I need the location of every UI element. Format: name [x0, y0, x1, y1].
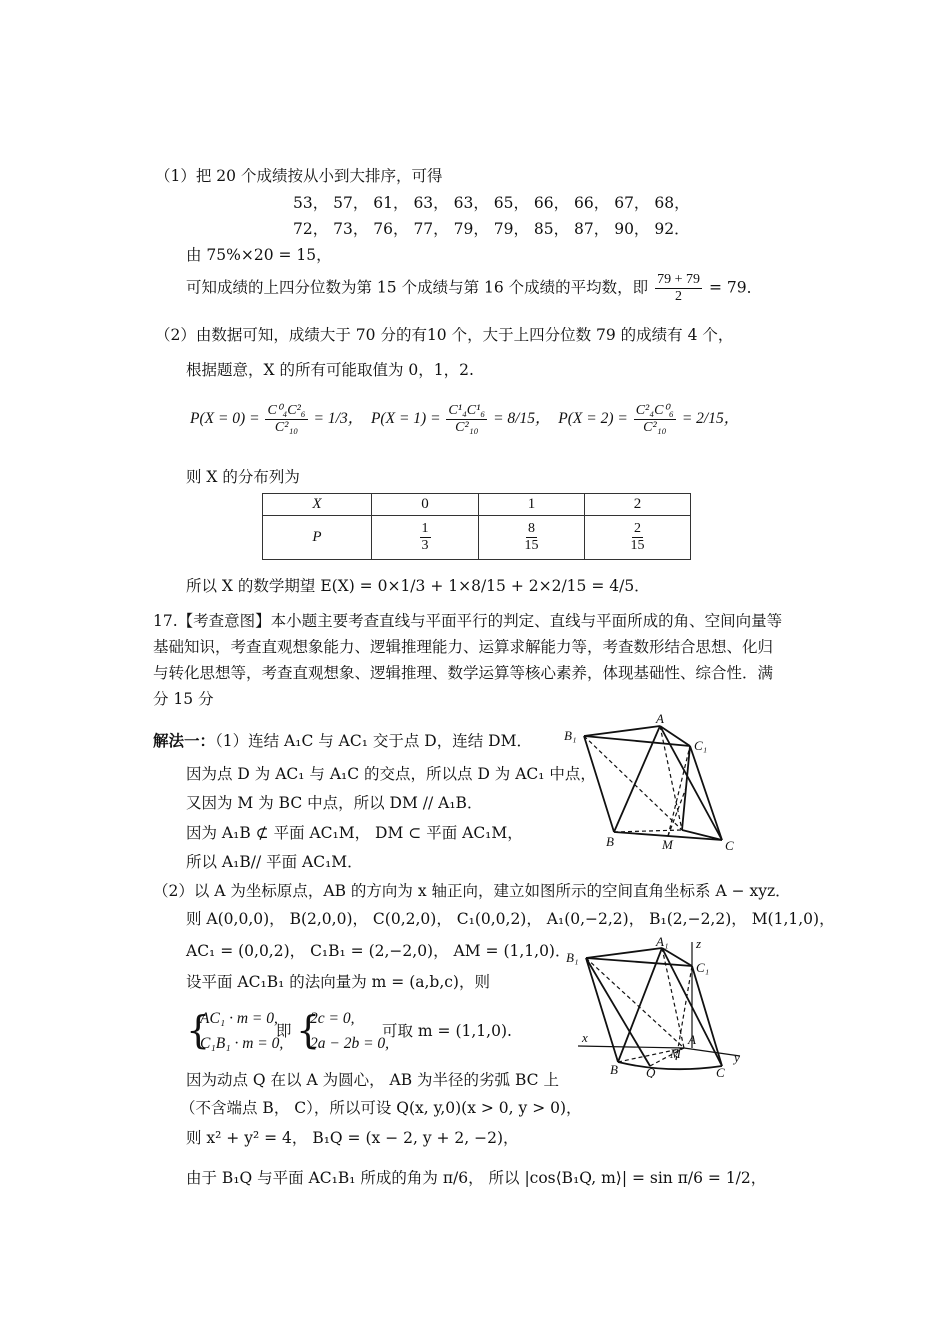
p1-den: C²₁₀	[455, 420, 479, 435]
x-axis	[578, 1046, 684, 1048]
sol1-heading: 解法一：	[153, 731, 216, 750]
p1-cell-den: 15	[524, 538, 539, 553]
edge2-a1-b	[618, 948, 662, 1062]
table-header-x: X	[263, 494, 372, 516]
sol1-line1	[153, 730, 532, 752]
part1-scores-row2: 72， 73， 76， 77， 79， 79， 85， 87， 90， 92．	[293, 220, 690, 238]
sol2-line3: AC₁ = (0,0,2)， C₁B₁ = (2,−2,0)， AM = (1,1,0)．	[186, 942, 571, 960]
sol1-line3: 又因为 M 为 BC 中点，所以 DM // A₁B．	[186, 794, 483, 812]
dashed2-a1-a	[662, 948, 684, 1048]
q17-line2: 基础知识，考查直观想象能力、逻辑推理能力、运算求解能力等，考查数形结合思想、化归	[153, 638, 774, 656]
system-result: 可取 m = (1,1,0).	[382, 1022, 512, 1040]
p2-num: C²₄C⁰₆	[635, 403, 674, 418]
p0-den: C²₁₀	[274, 420, 299, 435]
system1-eq2: C₁B₁ · m = 0,	[200, 1035, 284, 1052]
fig2-label-c: C	[716, 1065, 725, 1078]
part2-line1: （2）由数据可知，成绩大于 70 分的有10 个，大于上四分位数 79 的成绩有 4 个，	[155, 326, 734, 344]
p2-cell-num: 2	[634, 521, 641, 536]
system-ji: 即	[276, 1022, 292, 1040]
quartile-num: 79 + 79	[657, 272, 700, 287]
sol2-line7: （不含端点 B， C），所以可设 Q(x, y,0)(x > 0, y > 0)，	[180, 1099, 582, 1117]
table-cell-p2	[585, 516, 691, 560]
p0-lhs: P(X = 0) =	[190, 410, 260, 428]
arc-bc	[618, 1062, 722, 1069]
q17-line4: 分 15 分	[153, 690, 214, 708]
quartile-fraction	[655, 272, 702, 305]
fig1-label-a1: A	[656, 712, 664, 726]
quartile-result: = 79．	[708, 278, 763, 297]
part1-line1: （1）把 20 个成绩按从小到大排序，可得	[155, 167, 443, 185]
fig1-label-c1: C₁	[694, 738, 708, 753]
p1-result: = 8/15	[493, 410, 535, 428]
sol2-line2: 则 A(0,0,0)， B(2,0,0)， C(0,2,0)， C₁(0,0,2)， A₁(0,−2,2)， B₁(2,−2,2)， M(1,1,0)，	[186, 910, 835, 928]
p2-fraction	[634, 403, 676, 436]
edge-b1-a1	[584, 726, 660, 736]
sol2-line1: （2）以 A 为坐标原点，AB 的方向为 x 轴正向，建立如图所示的空间直角坐标系 A − xyz．	[153, 882, 791, 900]
p2-den: C²₁₀	[643, 420, 667, 435]
edge2-b1-c1	[586, 958, 692, 966]
fig2-label-a1: A₁	[656, 936, 669, 949]
y-axis	[684, 1048, 740, 1056]
quartile-den: 2	[675, 289, 683, 304]
p1-num: C¹₄C¹₆	[448, 403, 486, 418]
p1-lhs: P(X = 1) =	[370, 410, 441, 428]
p0-cell-den: 3	[421, 538, 429, 553]
expectation-line: 所以 X 的数学期望 E(X) = 0×1/3 + 1×8/15 + 2×2/15 = 4/5．	[186, 577, 650, 595]
fig1-label-c: C	[725, 838, 734, 852]
table-header-2: 2	[585, 494, 691, 516]
q17-line1: 17.【考查意图】本小题主要考查直线与平面平行的判定、直线与平面所成的角、空间向量等	[153, 612, 783, 630]
sol2-line9: 由于 B₁Q 与平面 AC₁B₁ 所成的角为 π/6， 所以 |cos⟨B₁Q, m⟩| = sin π/6 = 1/2，	[186, 1169, 767, 1187]
fig2-label-b1: B₁	[566, 950, 579, 965]
p1-fraction	[446, 403, 487, 436]
sol1-line2: 因为点 D 为 AC₁ 与 A₁C 的交点，所以点 D 为 AC₁ 中点，	[186, 765, 596, 783]
fig2-label-q: Q	[646, 1065, 656, 1078]
system2-eq1: 2c = 0,	[310, 1010, 355, 1027]
system-left-brace: {	[186, 1008, 211, 1052]
fig2-label-b: B	[610, 1062, 618, 1077]
fig2-label-z: z	[696, 936, 702, 951]
p2-lhs: P(X = 2) =	[558, 410, 628, 428]
part1-line4: 由 75%×20 = 15，	[186, 246, 332, 264]
fig1-label-b: B	[606, 834, 614, 849]
dashed-a1-a	[660, 726, 682, 830]
fig1-label-b1: B₁	[564, 728, 577, 743]
table-cell-p1	[479, 516, 585, 560]
table-cell-p0	[372, 516, 479, 560]
part2-line2: 根据题意，X 的所有可能取值为 0，1，2.	[186, 361, 474, 379]
edge-b1-b	[584, 736, 614, 832]
p0-num: C⁰₄C²₆	[267, 403, 306, 418]
table-header-1: 1	[479, 494, 585, 516]
fig2-label-c1: C₁	[696, 960, 710, 975]
prism-figure-1	[562, 712, 742, 852]
system-right-brace: {	[296, 1008, 321, 1052]
fig2-label-x: x	[582, 1030, 588, 1045]
p1-cell-num: 8	[528, 521, 535, 536]
p2-result: = 2/15	[681, 410, 724, 428]
p2-cell-den: 15	[630, 538, 645, 553]
sol1-line1-text: （1）连结 A₁C 与 AC₁ 交于点 D，连结 DM．	[215, 732, 532, 750]
dashed-b-a	[614, 830, 682, 832]
sol2-line8: 则 x² + y² = 4， B₁Q = (x − 2, y + 2, −2)，	[186, 1129, 519, 1147]
part1-line5	[186, 272, 762, 305]
fig2-label-y: y	[734, 1050, 740, 1065]
sol1-line4: 因为 A₁B ⊄ 平面 AC₁M， DM ⊂ 平面 AC₁M，	[186, 824, 523, 842]
system1-eq1: AC₁ · m = 0,	[200, 1010, 278, 1027]
edge2-b1-q	[586, 958, 650, 1066]
distribution-table	[262, 493, 691, 560]
sol2-line4: 设平面 AC₁B₁ 的法向量为 m = (a,b,c)，则	[186, 973, 490, 991]
sol2-line6: 因为动点 Q 在以 A 为圆心， AB 为半径的劣弧 BC 上	[186, 1071, 559, 1089]
edge-c1-c	[690, 746, 722, 840]
table-header-0: 0	[372, 494, 479, 516]
probability-line: P(X = 0) = $\frac{\text{C⁰₄C²₆}}{\text{C²₁₀}}$ = 1/3， P(X = 1) = $\frac{\text{C¹₄C¹₆}}{\text{C²₁₀}}$ = 8/15， P(X = 2) = $\frac{\text{C²₄C⁰₆}}{\text{C²₁₀}}$ = 2/15，	[190, 403, 740, 435]
edge-b1-c1	[584, 736, 690, 746]
prism-figure-2	[564, 936, 746, 1078]
dist-intro: 则 X 的分布列为	[186, 468, 300, 486]
p0-result: = 1/3	[313, 410, 348, 428]
fig2-label-m: M	[670, 1046, 681, 1061]
fig2-label-a: A	[688, 1032, 696, 1047]
edge2-b1-a1	[586, 948, 662, 958]
edge-a1-c	[660, 726, 722, 840]
sol1-line5: 所以 A₁B// 平面 AC₁M．	[186, 853, 363, 871]
part1-scores-row1: 53， 57， 61， 63， 63， 65， 66， 66， 67， 68，	[293, 194, 690, 212]
part1-line5-text: 可知成绩的上四分位数为第 15 个成绩与第 16 个成绩的平均数，即	[186, 278, 649, 297]
q17-line3: 与转化思想等，考查直观想象、逻辑推理、数学运算等核心素养，体现基础性、综合性．满	[153, 664, 774, 682]
system2-eq2: 2a − 2b = 0,	[310, 1035, 390, 1052]
table-row-label-p: P	[263, 516, 372, 560]
p0-cell-num: 1	[421, 521, 429, 536]
fig1-label-m: M	[662, 837, 673, 852]
p0-fraction	[265, 403, 307, 436]
